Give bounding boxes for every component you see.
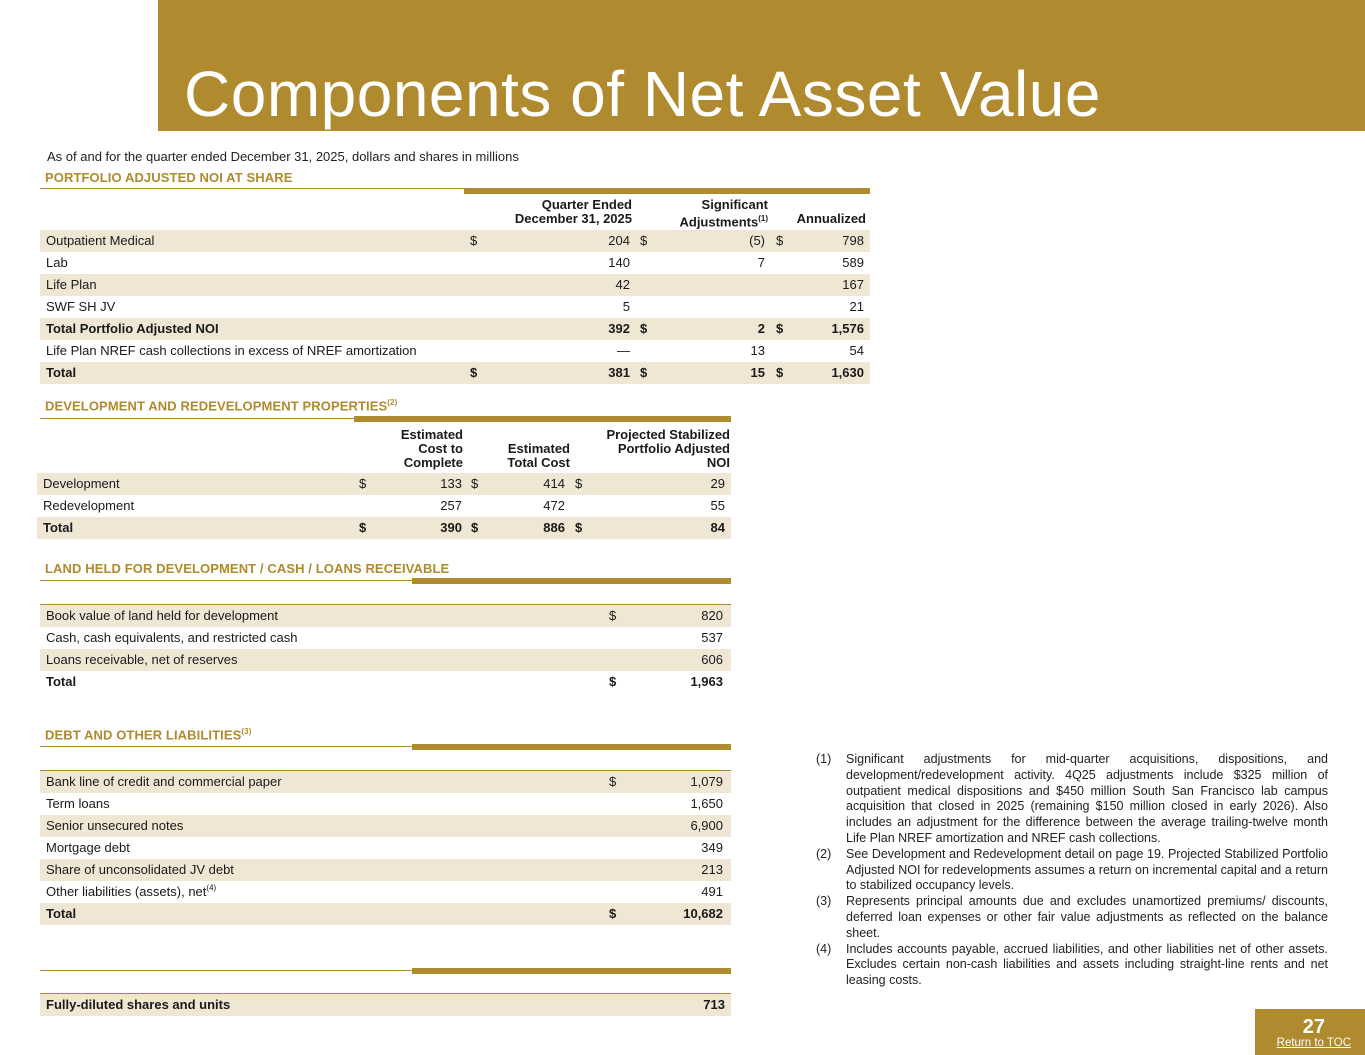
debt-rule-thick — [412, 744, 731, 750]
portfolio-row — [40, 296, 870, 318]
row-label: Mortgage debt — [46, 840, 130, 855]
row-label: Bank line of credit and commercial paper — [46, 774, 282, 789]
row-label: Loans receivable, net of reserves — [46, 652, 238, 667]
row-value: 213 — [701, 862, 723, 877]
debt-section-title: DEBT AND OTHER LIABILITIES$^{(3)}$ — [45, 727, 252, 743]
currency-symbol: $ — [609, 608, 617, 623]
footnote-2: (2) See Development and Redevelopment detail on page 19. Projected Stabilized Portfolio Adjusted NOI for redevelopments assumes a return on incremental capital and a return to stabilized occupancy levels. — [816, 846, 1328, 893]
footnotes — [816, 752, 1328, 989]
annualized-value: 1,576 — [831, 321, 864, 336]
row-label: Book value of land held for development — [46, 608, 278, 623]
debt-row — [40, 815, 731, 837]
page-number: 27 — [1302, 1016, 1325, 1038]
adjustment-value: 2 — [757, 321, 765, 336]
currency-symbol: $ — [776, 365, 784, 380]
debt-row — [40, 837, 731, 859]
row-label: Life Plan NREF cash collections in excess of NREF amortization — [46, 343, 417, 358]
adjustment-value: (5) — [749, 233, 765, 248]
currency-symbol: $ — [359, 520, 367, 535]
row-value: 820 — [701, 608, 723, 623]
debt-row — [40, 903, 731, 925]
portfolio-row — [40, 274, 870, 296]
row-label: Outpatient Medical — [46, 233, 155, 248]
currency-symbol: $ — [575, 476, 583, 491]
portfolio-col-quarter-header: Quarter Ended December 31, 2025 — [514, 197, 632, 226]
annualized-value: 54 — [849, 343, 864, 358]
footnote-4: (4) Includes accounts payable, accrued liabilities, and other liabilities net of other assets. Excludes certain non-cash liabilities and assets including straight-line rents and net leasing costs. — [816, 941, 1328, 988]
stabilized-noi-value: 84 — [710, 520, 725, 535]
row-label: Total Portfolio Adjusted NOI — [46, 321, 219, 336]
total-cost-value: 472 — [543, 498, 565, 513]
title-banner — [158, 0, 1365, 131]
development-row — [37, 495, 731, 517]
row-label: SWF SH JV — [46, 299, 116, 314]
development-row — [37, 517, 731, 539]
row-label: Development — [43, 476, 120, 491]
development-row — [37, 473, 731, 495]
stabilized-noi-value: 29 — [710, 476, 725, 491]
currency-symbol: $ — [471, 520, 479, 535]
debt-row — [40, 881, 731, 903]
portfolio-rule-thick — [464, 188, 870, 194]
row-value: 1,650 — [690, 796, 723, 811]
development-section-title: DEVELOPMENT AND REDEVELOPMENT PROPERTIES$^{(2)}$ — [45, 398, 398, 414]
quarter-value: 140 — [608, 255, 630, 270]
debt-row — [40, 793, 731, 815]
land-row — [40, 671, 731, 693]
row-label: Share of unconsolidated JV debt — [46, 862, 234, 877]
portfolio-row — [40, 362, 870, 384]
row-label: Total — [43, 520, 74, 535]
currency-symbol: $ — [609, 674, 617, 689]
row-value: 10,682 — [683, 906, 723, 921]
row-label: Life Plan — [46, 277, 97, 292]
cost-to-complete-value: 390 — [440, 520, 462, 535]
row-value: 1,079 — [690, 774, 723, 789]
portfolio-row — [40, 318, 870, 340]
annualized-value: 589 — [842, 255, 864, 270]
row-label: Total — [46, 906, 77, 921]
row-value: 349 — [701, 840, 723, 855]
adjustment-value: 7 — [757, 255, 765, 270]
currency-symbol: $ — [471, 476, 479, 491]
land-rule-thick — [412, 578, 731, 584]
debt-row — [40, 859, 731, 881]
adjustment-value: 15 — [750, 365, 765, 380]
row-value: 606 — [701, 652, 723, 667]
debt-row — [40, 771, 731, 793]
currency-symbol: $ — [470, 233, 478, 248]
currency-symbol: $ — [640, 321, 648, 336]
row-value: 491 — [701, 884, 723, 899]
portfolio-row — [40, 252, 870, 274]
shares-rule-thick — [412, 968, 731, 974]
row-value: 6,900 — [690, 818, 723, 833]
quarter-value: 42 — [615, 277, 630, 292]
land-section-title: LAND HELD FOR DEVELOPMENT / CASH / LOANS RECEIVABLE — [45, 561, 450, 576]
currency-symbol: $ — [776, 321, 784, 336]
currency-symbol: $ — [609, 774, 617, 789]
annualized-value: 1,630 — [831, 365, 864, 380]
shares-row: Fully-diluted shares and units 713 — [40, 994, 731, 1016]
quarter-value: — — [617, 343, 630, 358]
row-label: Senior unsecured notes — [46, 818, 184, 833]
annualized-value: 167 — [842, 277, 864, 292]
annualized-value: 21 — [849, 299, 864, 314]
land-row — [40, 649, 731, 671]
row-label: Term loans — [46, 796, 110, 811]
quarter-value: 392 — [608, 321, 630, 336]
land-row — [40, 627, 731, 649]
currency-symbol: $ — [575, 520, 583, 535]
cost-to-complete-value: 257 — [440, 498, 462, 513]
row-label: Total — [46, 674, 77, 689]
adjustment-value: 13 — [750, 343, 765, 358]
currency-symbol: $ — [640, 233, 648, 248]
page-title: Components of Net Asset Value — [184, 58, 1101, 130]
development-col-cost-to-complete-header: Estimated Cost to Complete — [400, 427, 463, 470]
page-number-box — [1255, 1009, 1365, 1055]
development-rule-thick — [354, 416, 731, 422]
quarter-value: 381 — [608, 365, 630, 380]
page-subtitle: As of and for the quarter ended December 31, 2025, dollars and shares in millions — [47, 149, 519, 164]
portfolio-row — [40, 230, 870, 252]
return-to-toc-link[interactable]: Return to TOC — [1276, 1037, 1351, 1049]
row-label: Lab — [46, 255, 68, 270]
row-label: Other liabilities (assets), net$^{(4)}$ — [46, 883, 217, 899]
stabilized-noi-value: 55 — [710, 498, 725, 513]
annualized-value: 798 — [842, 233, 864, 248]
currency-symbol: $ — [470, 365, 478, 380]
portfolio-col-annualized-header: Annualized — [796, 211, 866, 226]
row-label: Total — [46, 365, 77, 380]
quarter-value: 5 — [622, 299, 630, 314]
cost-to-complete-value: 133 — [440, 476, 462, 491]
row-value: 1,963 — [690, 674, 723, 689]
currency-symbol: $ — [609, 906, 617, 921]
currency-symbol: $ — [776, 233, 784, 248]
currency-symbol: $ — [359, 476, 367, 491]
portfolio-row — [40, 340, 870, 362]
row-label: Redevelopment — [43, 498, 135, 513]
quarter-value: 204 — [608, 233, 630, 248]
portfolio-col-adjustments-header: Significant Adjustments$^{(1)}$ — [679, 197, 768, 230]
portfolio-section-title: PORTFOLIO ADJUSTED NOI AT SHARE — [45, 170, 293, 185]
currency-symbol: $ — [640, 365, 648, 380]
footnote-1: (1) Significant adjustments for mid-quarter acquisitions, dispositions, and development/redevelopment activity. 4Q25 adjustments include $325 million of outpatient medical dispositions and $450 million South San Francisco lab campus acquisition that closed in 2025 (remaining $150 million closed in early 2026). Also includes an adjustment for the difference between the average trailing-twelve month Life Plan NREF amortization and NREF cash collections. — [816, 752, 1328, 845]
total-cost-value: 414 — [543, 476, 565, 491]
land-row — [40, 605, 731, 627]
footnote-3: (3) Represents principal amounts due and excludes unamortized premiums/ discounts, deferred loan expenses or other fair value adjustments as reflected on the balance sheet. — [816, 894, 1328, 940]
development-col-total-cost-header: Estimated Total Cost — [507, 441, 570, 470]
development-col-stabilized-noi-header: Projected Stabilized Portfolio Adjusted NOI — [606, 427, 730, 470]
row-value: 537 — [701, 630, 723, 645]
total-cost-value: 886 — [543, 520, 565, 535]
row-label: Cash, cash equivalents, and restricted cash — [46, 630, 298, 645]
